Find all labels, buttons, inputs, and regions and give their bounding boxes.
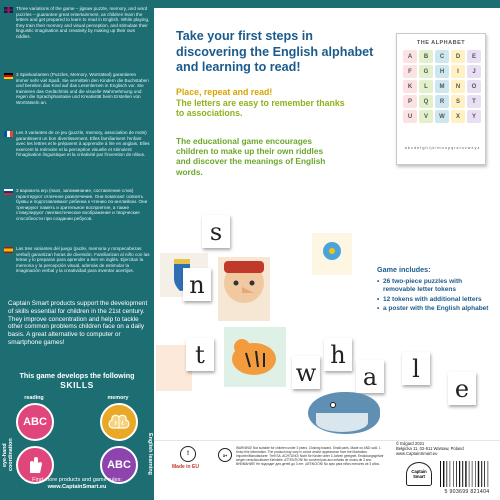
barcode-bar <box>459 461 460 487</box>
letter-tile-w[interactable]: w <box>292 356 320 389</box>
develops-heading: This game develops the following <box>19 371 135 380</box>
top-teal-bar <box>154 0 500 8</box>
made-in-eu-label: Made in EU <box>172 464 199 470</box>
poster-letter: T <box>467 95 481 108</box>
game-includes-list <box>377 278 495 315</box>
description-en: Three variations of the game – jigsaw puzzle, memory, and word puzzles – guarantee great entertainment, as children learn the letters and get prepared to learn to read in English. While playing, they train their memory and visual perception, and stimulate their linguistic imagination and creativity by making up their own riddles. <box>16 6 150 39</box>
place-line: Place, repeat and read! <box>176 87 273 97</box>
poster-letter: M <box>435 80 449 93</box>
poster-letter: S <box>451 95 465 108</box>
list-item: • 26 two-piece puzzles with removable letter tokens <box>377 278 495 294</box>
poster-letter: G <box>419 65 433 78</box>
brain-icon <box>107 412 131 432</box>
poster-letter: Y <box>467 110 481 123</box>
website-link[interactable]: www.CaptainSmart.eu <box>47 484 107 490</box>
educational-text: The educational game encourages children to make up their own riddles and discover the meanings of English words. <box>176 136 326 177</box>
skill-label-memory: memory <box>107 395 129 401</box>
letter-tile-l[interactable]: l <box>402 352 430 385</box>
barcode-bar <box>450 461 451 487</box>
alphabet-poster <box>396 33 486 165</box>
left-info-panel <box>0 0 154 500</box>
poster-letter: O <box>467 80 481 93</box>
description-es: Las tres variantes del juego (puzle, memoria y rompecabezas verbal) garantizan horas de diversión. Familiarizan al niño con las letras y lo preparan para aprender a leer en inglés. Ejercitan la memoria y la percepción visual, además de estimular la imaginación verbal y la creatividad para inventar acertijos. <box>16 246 150 274</box>
description-ru: 3 варианта игр (пазл, запоминание, составление слов) гарантируют отличное развлечение. Они помогают освоить буквы и подготавливают ребенка к чтению по-английски. Они тренируют память и зрительное восприятие, а также стимулируют лингвистическое воображение и творческие способности при создании ребусов. <box>16 188 148 221</box>
poster-letter: H <box>435 65 449 78</box>
description-fr: Les 3 variantes de ce jeu (puzzle, memory, association de mots) garantissent un bon divertissement. Elles familiarisent l'enfant avec les lettres et le préparent à apprendre à lire en anglais. Elles exercent la mémoire et la perception visuelle et stimulent l'imagination linguistique et la créativité par l'invention de rébus. <box>16 130 150 158</box>
skill-label-reading: reading <box>24 395 44 401</box>
barcode-bar <box>453 461 454 487</box>
poster-letter: A <box>403 50 417 63</box>
reading-skill-icon <box>16 403 54 441</box>
barcode-bar <box>443 461 444 487</box>
list-item: • a poster with the English alphabet <box>377 305 495 313</box>
whale-belly <box>316 413 368 432</box>
poster-letter: Q <box>419 95 433 108</box>
barcode-bar <box>488 461 489 487</box>
poster-letter-grid <box>403 50 481 123</box>
barcode-bar <box>469 461 470 487</box>
main-headline: Take your first steps in discovering the English alphabet and learning to read! <box>176 29 374 75</box>
lang-block-de <box>4 72 150 106</box>
english-learning-icon-text: ABC <box>107 459 131 471</box>
letter-tile-n[interactable]: n <box>183 268 211 301</box>
letter-tile-h[interactable]: h <box>324 338 352 371</box>
skill-label-english: English learning <box>147 433 153 475</box>
poster-letter: E <box>467 50 481 63</box>
poster-lowercase-row: a b c d e f g h i j k l m n o p q r s t u v w x y z <box>404 146 480 150</box>
poster-letter: F <box>403 65 417 78</box>
barcode-bar <box>456 461 457 487</box>
poster-title: THE ALPHABET <box>416 40 466 46</box>
footer-website[interactable]: www.CaptainSmart.eu <box>396 451 438 457</box>
barcode-bar <box>481 461 482 487</box>
warning-text: WARNING! Not suitable for children under 3 years. Choking hazard. Small parts. Made on AND sold. 1 Keep this information. The product may vary in colour and/or appearance from the illustration. Importer/Manufacturer: Trefl SA. ACHTUNG! Nicht für Kinder unter 3 Jahren geeignet. Erstickungsgefahr wegen verschluckbarer Kleinteile. ATTENTION! Ne convient pas aux enfants de moins de 3 ans. ВНИМАНИЕ! Не подходит для детей до 3 лет. ¡ATENCIÓN! No apto para niños menores de 3 años. <box>236 446 384 466</box>
germany-flag-icon <box>4 73 13 79</box>
uk-flag-icon <box>4 7 13 13</box>
letter-tile-s[interactable]: s <box>202 215 230 248</box>
barcode-bar <box>472 461 473 487</box>
barcode-bar <box>475 461 476 487</box>
letter-tile-e[interactable]: e <box>448 372 476 405</box>
poster-letter: R <box>435 95 449 108</box>
memory-brain-icon <box>100 403 138 441</box>
poster-letter: J <box>467 65 481 78</box>
poster-letter: W <box>435 110 449 123</box>
skills-heading: SKILLS <box>60 380 94 390</box>
poster-letter: N <box>451 80 465 93</box>
copyright-line: © Edgard 2021 <box>396 441 425 446</box>
poster-letter: V <box>419 110 433 123</box>
poster-letter: B <box>419 50 433 63</box>
poster-letter: C <box>435 50 449 63</box>
france-flag-icon <box>4 131 13 137</box>
lang-block-fr <box>4 130 150 158</box>
game-includes-title: Game includes: <box>377 265 431 274</box>
spain-flag-icon <box>4 247 13 253</box>
copyright-block <box>396 441 496 457</box>
barcode-bar <box>478 461 479 487</box>
poster-letter: K <box>403 80 417 93</box>
barcode-bar <box>440 461 441 487</box>
poster-letter: X <box>451 110 465 123</box>
whale-eye <box>330 402 336 408</box>
captain-smart-logo: Captain Smart <box>406 462 432 486</box>
barcode-bar <box>462 461 463 487</box>
warning-symbol-icon: ! <box>180 446 196 462</box>
barcode-number: 5 903699 821404 <box>444 489 490 495</box>
reading-skill-icon-text: ABC <box>23 416 47 428</box>
lang-block-ru <box>4 188 150 222</box>
description-de: 3 Spielvarianten (Puzzles, Memory, Worträtsel) garantieren immer sehr viel Spaß. Sie vermitteln den Kindern die Buchstaben und bereiten das Kind auf das Lesenlernen in Englisch vor. Sie trainieren das Gedächtnis und die visuelle Wahrnehmung und regen die Sprachphantasie und Kreativität beim Erstellen von Worträtseln an. <box>16 72 149 105</box>
letter-tile-a[interactable]: a <box>356 360 384 393</box>
poster-letter: U <box>403 110 417 123</box>
find-more-line: Find more products and game rules: <box>32 477 122 483</box>
age-warning-icon: 3+ <box>218 448 232 462</box>
captain-smart-description: Captain Smart products support the development of skills essential for children in the 21st century. They improve concentration and help to tackle other common problems children face on a daily basis. A great alternative to computer or smartphone games! <box>8 300 148 346</box>
letters-line: The letters are easy to remember thanks to associations. <box>176 97 345 119</box>
lang-block-en <box>4 6 150 40</box>
letter-tile-t[interactable]: t <box>186 338 214 371</box>
hand-icon <box>24 455 46 475</box>
barcode-image <box>438 460 496 488</box>
barcode-bar <box>446 461 447 487</box>
poster-letter: P <box>403 95 417 108</box>
barcode-bar <box>484 461 485 487</box>
place-repeat-read-text <box>176 87 346 119</box>
skill-label-eye-hand: eye-hand coordination <box>2 438 14 472</box>
find-more-text <box>0 477 154 491</box>
poster-letter: I <box>451 65 465 78</box>
russia-flag-icon <box>4 189 13 195</box>
address-line: Bełgicka 11, 02-511 Warsaw, Poland <box>396 446 464 452</box>
poster-letter: D <box>451 50 465 63</box>
lang-block-es <box>4 246 150 274</box>
barcode-bar <box>465 461 466 487</box>
poster-letter: L <box>419 80 433 93</box>
list-item: • 12 tokens with additional letters <box>377 296 495 304</box>
